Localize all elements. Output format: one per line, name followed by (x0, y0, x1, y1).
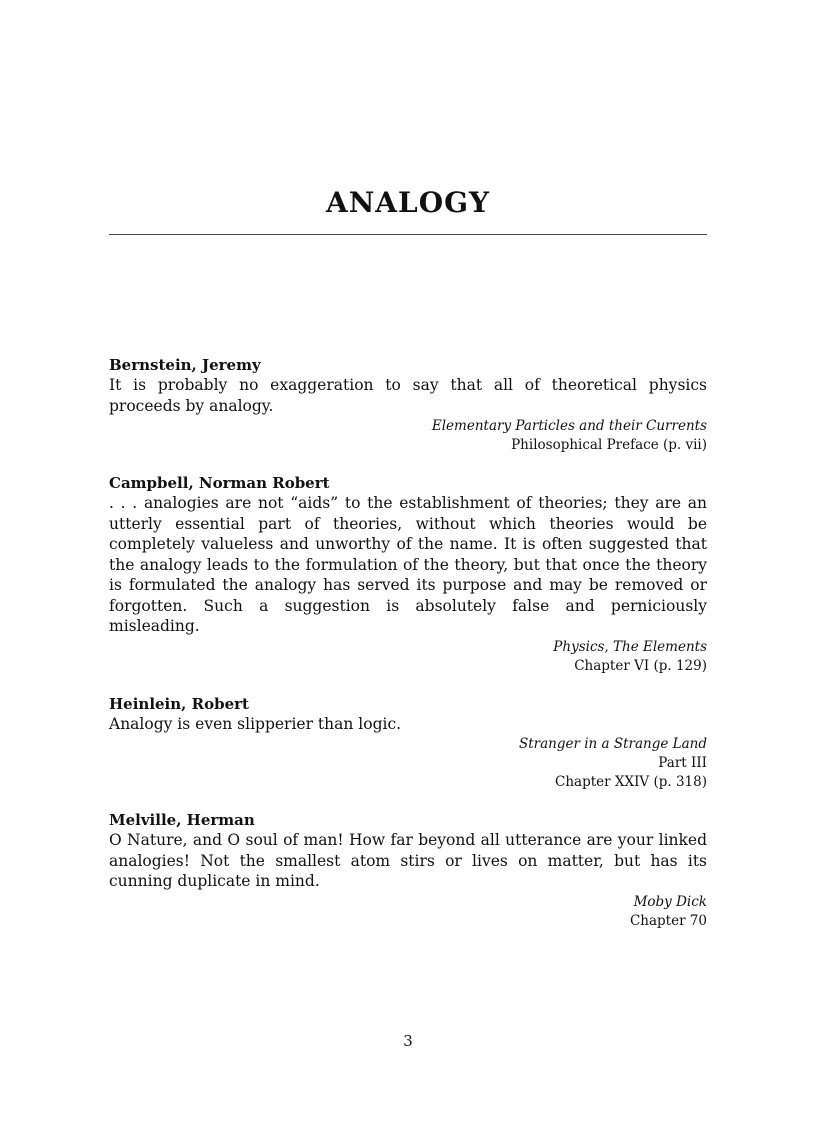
quote-entry (109, 355, 707, 455)
quote-text: O Nature, and O soul of man! How far beyond all utterance are your linked analogies! Not the smallest atom stirs or lives on matter, but has its cunning duplicate in mind. (109, 831, 707, 890)
citation (109, 417, 707, 455)
author-name: Bernstein, Jeremy (109, 356, 261, 374)
work-title: Moby Dick (633, 893, 707, 910)
quote-entry (109, 473, 707, 676)
quote-entry (109, 694, 707, 793)
quote-entry (109, 810, 707, 931)
citation-location: Chapter 70 (629, 912, 707, 929)
author-name: Heinlein, Robert (109, 694, 249, 713)
page-number: 3 (403, 1032, 413, 1050)
quote-text: It is probably no exaggeration to say that all of theoretical physics proceeds by analogy. (109, 376, 707, 415)
citation-location: Chapter XXIV (p. 318) (555, 774, 707, 790)
quote-text: Analogy is even slipperier than logic. (109, 714, 402, 733)
citation (109, 638, 707, 676)
citation (109, 735, 707, 792)
work-title: Elementary Particles and their Currents (431, 418, 707, 434)
title-divider (109, 234, 707, 235)
citation (109, 893, 707, 931)
citation-location: Philosophical Preface (p. vii) (511, 437, 707, 453)
author-name: Campbell, Norman Robert (109, 474, 330, 492)
author-name: Melville, Herman (109, 811, 255, 829)
page-title: ANALOGY (325, 186, 491, 219)
quote-text: . . . analogies are not “aids” to the establishment of theories; they are an utterly essential part of theories, without which theories would be completely valueless and unworthy of the name. It is often suggested that the analogy leads to the formulation of the theory, but that once the theory is formulated the analogy has served its purpose and may be removed or forgotten. Such a suggestion is absolutely false and perniciously misleading. (109, 494, 707, 635)
citation-location: Part III (658, 755, 707, 771)
quote-list (109, 355, 707, 949)
work-title: Stranger in a Strange Land (518, 736, 707, 752)
citation-location: Chapter VI (p. 129) (574, 657, 707, 674)
work-title: Physics, The Elements (553, 638, 707, 655)
